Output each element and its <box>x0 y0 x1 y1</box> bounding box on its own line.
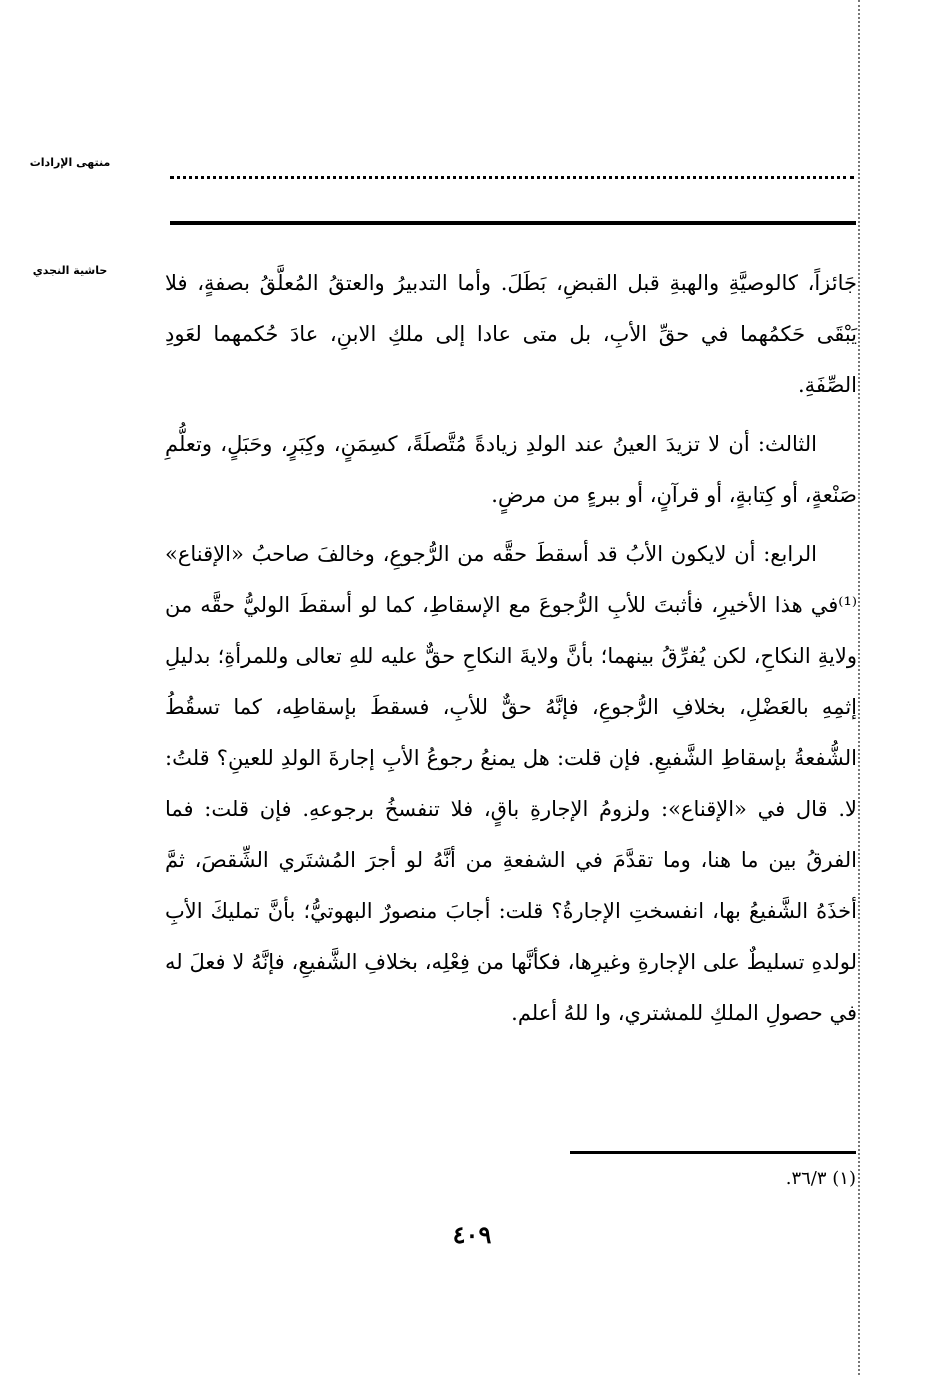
margin-dotted-line <box>858 0 860 1375</box>
page-number: ٤٠٩ <box>452 1220 492 1249</box>
paragraph-3: الرابع: أن لايكون الأبُ قد أسقطَ حقَّه من الرُّجوعِ، وخالفَ صاحبُ «الإقناع» ⁽¹⁾في هذا الأخيرِ، فأثبتَ للأبِ الرُّجوعَ مع الإسقاطِ، كما لو أسقطَ الوليُّ حقَّه من ولايةِ النكاحِ، لكن يُفرِّقُ بينهما؛ بأنَّ ولايةَ النكاحِ حقٌّ عليه للهِ تعالى وللمرأةِ؛ بدليلِ إثمِهِ بالعَضْلِ، بخلافِ الرُّجوعِ، فإنَّهُ حقٌّ للأبِ، فسقطَ بإسقاطِه، كما تسقُطُ الشُّفعةُ بإسقاطِ الشَّفيعِ. فإن قلت: هل يمنعُ رجوعُ الأبِ إجارةَ الولدِ للعينِ؟ قلتُ: لا. قال في «الإقناع»: ولزومُ الإجارةِ باقٍ، فلا تنفسخُ برجوعهِ. فإن قلت: فما الفرقُ بين ما هنا، وما تقدَّمَ في الشفعةِ من أنَّهُ لو أجرَ المُشتَري الشِّقصَ، ثمَّ أخذَهُ الشَّفيعُ بها، انفسختِ الإجارةُ؟ قلت: أجابَ منصورٌ البهوتيُّ؛ بأنَّ تمليكَ الأبِ لولدهِ تسليطٌ على الإجارةِ وغيرِها، فكأنَّها من فِعْلِه، بخلافِ الشَّفيعِ، فإنَّهُ لا فعلَ له في حصولِ الملكِ للمشتري، وا للهُ أعلم. <box>165 542 857 1025</box>
paragraph-2: الثالث: أن لا تزيدَ العينُ عند الولدِ زيادةً مُتَّصلَةً، كسِمَنٍ، وكِبَرٍ، وحَبَلٍ، وتعلُّمِ صَنْعةٍ، أو كِتابةٍ، أو قرآنٍ، أو ببرءٍ من مرضٍ. <box>165 432 857 507</box>
section-divider-rule <box>170 221 856 225</box>
commentary-body <box>165 258 857 1047</box>
commentary-title-label: حاشية النجدي <box>32 264 108 277</box>
paragraph-1: جَائزاً، كالوصيَّةِ والهبةِ قبل القبضِ، بَطَلَ. وأما التدبيرُ والعتقُ المُعلَّقُ بصفةٍ، فلا يَبْقَى حَكمُهما في حقِّ الأبِ، بل متى عادا إلى ملكِ الابنِ، عادَ حُكمهما لعَودِ الصِّفَةِ. <box>165 271 857 397</box>
book-title-label: منتهى الإرادات <box>29 156 111 169</box>
footnote-1: (١) ٣٦/٣. <box>785 1168 856 1189</box>
footnote-divider <box>570 1151 856 1154</box>
book-text-dotted-placeholder <box>170 176 854 179</box>
